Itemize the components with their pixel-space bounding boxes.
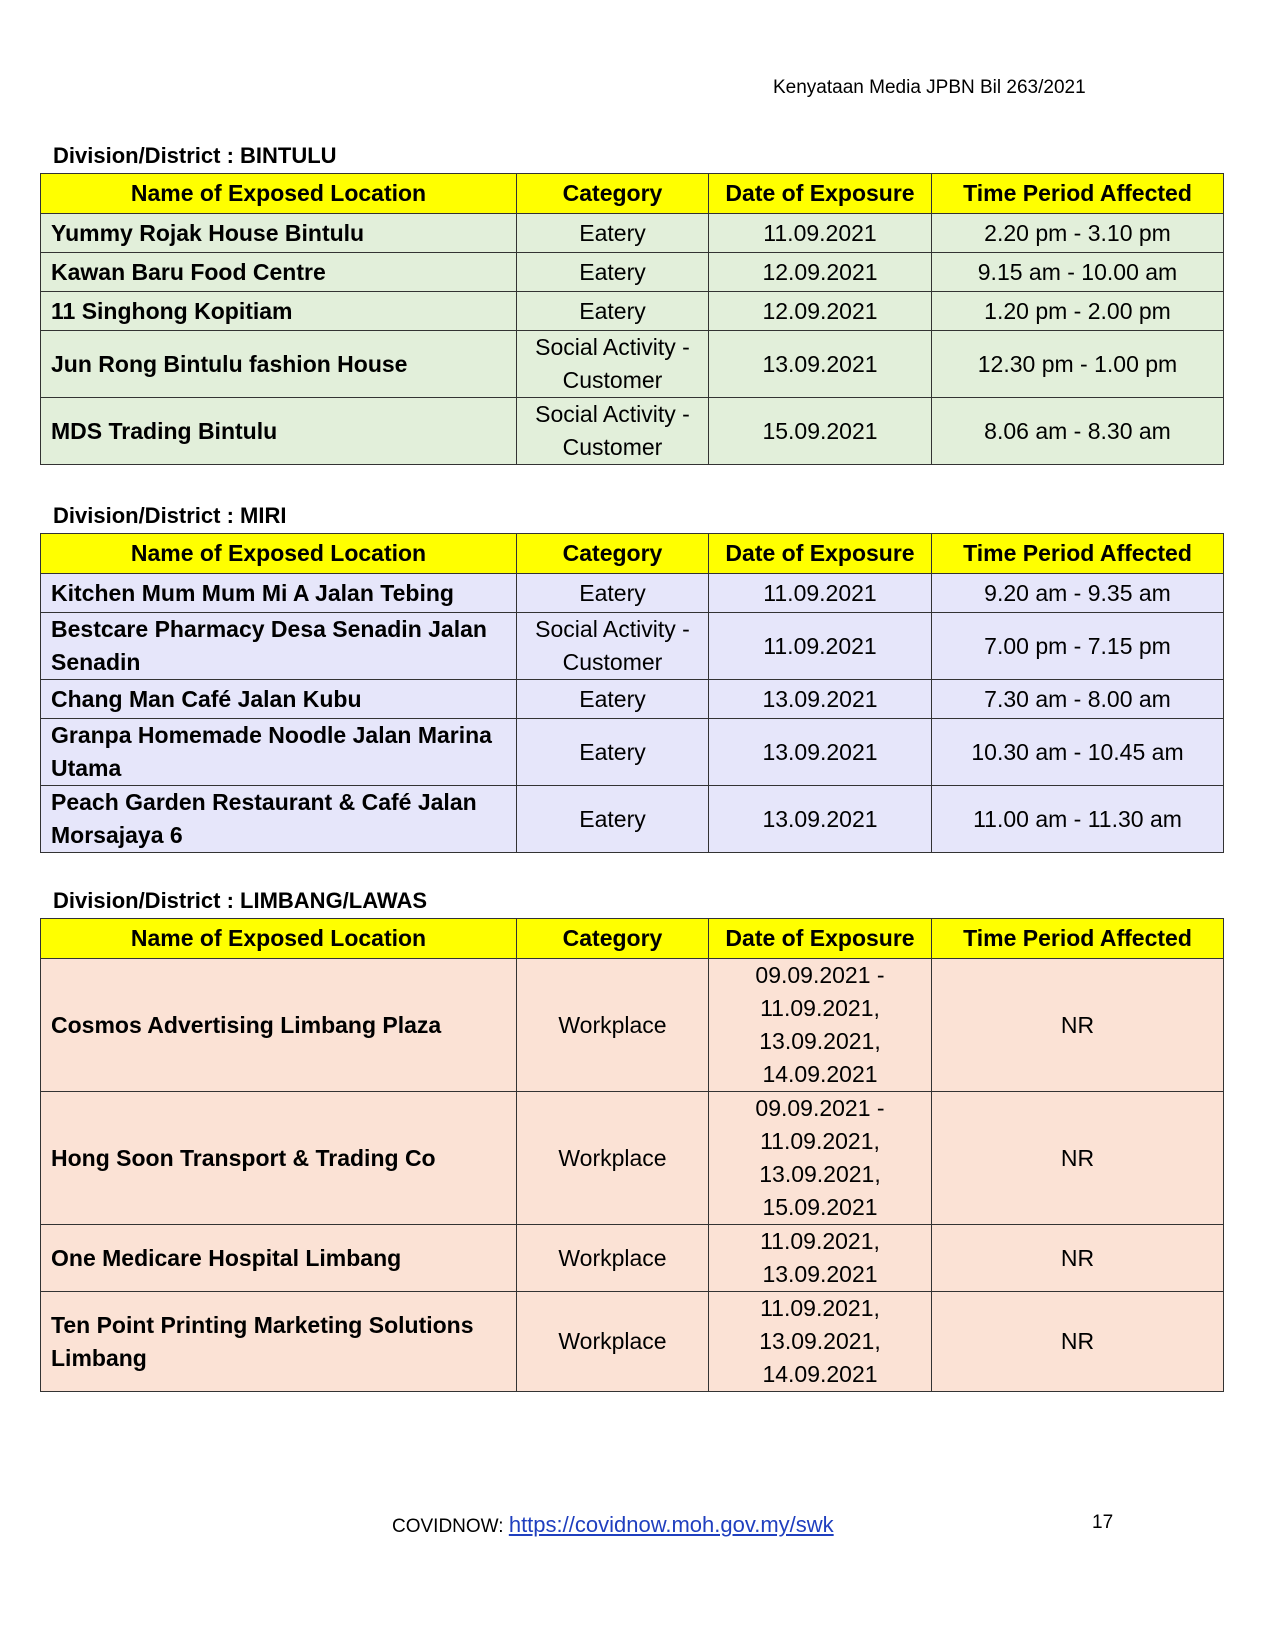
col-header-date: Date of Exposure	[709, 919, 932, 959]
table-row	[41, 253, 1224, 292]
col-header-location: Name of Exposed Location	[41, 919, 517, 959]
col-header-category: Category	[517, 174, 709, 214]
time-period: 1.20 pm - 2.00 pm	[932, 292, 1224, 331]
exposure-date: 13.09.2021	[709, 680, 932, 719]
time-period: NR	[932, 1292, 1224, 1392]
table-row	[41, 786, 1224, 853]
category: Social Activity - Customer	[517, 613, 709, 680]
category: Eatery	[517, 574, 709, 613]
exposure-table-bintulu	[40, 173, 1224, 465]
category: Eatery	[517, 253, 709, 292]
category: Eatery	[517, 680, 709, 719]
table-row	[41, 1292, 1224, 1392]
col-header-category: Category	[517, 919, 709, 959]
col-header-category: Category	[517, 534, 709, 574]
location-name: Bestcare Pharmacy Desa Senadin Jalan Senadin	[41, 613, 517, 680]
category: Workplace	[517, 1092, 709, 1225]
exposure-date: 11.09.2021	[709, 613, 932, 680]
table-row	[41, 398, 1224, 465]
exposure-date: 13.09.2021	[709, 719, 932, 786]
location-name: Ten Point Printing Marketing Solutions Limbang	[41, 1292, 517, 1392]
time-period: 8.06 am - 8.30 am	[932, 398, 1224, 465]
location-name: Kitchen Mum Mum Mi A Jalan Tebing	[41, 574, 517, 613]
exposure-date: 09.09.2021 - 11.09.2021, 13.09.2021, 15.09.2021	[709, 1092, 932, 1225]
section-label-miri: Division/District : MIRI	[53, 503, 287, 528]
category: Eatery	[517, 214, 709, 253]
table-row	[41, 1225, 1224, 1292]
exposure-table-miri	[40, 533, 1224, 853]
category: Workplace	[517, 1292, 709, 1392]
time-period: NR	[932, 1092, 1224, 1225]
footer	[392, 1512, 834, 1538]
exposure-date: 15.09.2021	[709, 398, 932, 465]
location-name: One Medicare Hospital Limbang	[41, 1225, 517, 1292]
footer-label: COVIDNOW:	[392, 1516, 509, 1537]
time-period: 7.00 pm - 7.15 pm	[932, 613, 1224, 680]
location-name: Kawan Baru Food Centre	[41, 253, 517, 292]
category: Social Activity - Customer	[517, 398, 709, 465]
document-reference: Kenyataan Media JPBN Bil 263/2021	[773, 77, 1086, 98]
table-row	[41, 719, 1224, 786]
col-header-date: Date of Exposure	[709, 174, 932, 214]
table-row	[41, 331, 1224, 398]
col-header-time: Time Period Affected	[932, 174, 1224, 214]
table-row	[41, 959, 1224, 1092]
col-header-location: Name of Exposed Location	[41, 534, 517, 574]
time-period: 7.30 am - 8.00 am	[932, 680, 1224, 719]
page-number: 17	[1092, 1512, 1114, 1533]
exposure-date: 09.09.2021 - 11.09.2021, 13.09.2021, 14.09.2021	[709, 959, 932, 1092]
exposure-date: 11.09.2021, 13.09.2021	[709, 1225, 932, 1292]
section-label-bintulu: Division/District : BINTULU	[53, 143, 337, 168]
time-period: 9.15 am - 10.00 am	[932, 253, 1224, 292]
location-name: 11 Singhong Kopitiam	[41, 292, 517, 331]
col-header-time: Time Period Affected	[932, 919, 1224, 959]
time-period: 9.20 am - 9.35 am	[932, 574, 1224, 613]
table-row	[41, 292, 1224, 331]
location-name: Jun Rong Bintulu fashion House	[41, 331, 517, 398]
time-period: 2.20 pm - 3.10 pm	[932, 214, 1224, 253]
col-header-location: Name of Exposed Location	[41, 174, 517, 214]
location-name: Hong Soon Transport & Trading Co	[41, 1092, 517, 1225]
time-period: 12.30 pm - 1.00 pm	[932, 331, 1224, 398]
time-period: NR	[932, 1225, 1224, 1292]
category: Eatery	[517, 786, 709, 853]
exposure-date: 12.09.2021	[709, 253, 932, 292]
location-name: MDS Trading Bintulu	[41, 398, 517, 465]
time-period: 11.00 am - 11.30 am	[932, 786, 1224, 853]
table-row	[41, 680, 1224, 719]
covidnow-link[interactable]: https://covidnow.moh.gov.my/swk	[508, 1512, 834, 1537]
table-row	[41, 214, 1224, 253]
col-header-time: Time Period Affected	[932, 534, 1224, 574]
category: Workplace	[517, 959, 709, 1092]
location-name: Peach Garden Restaurant & Café Jalan Morsajaya 6	[41, 786, 517, 853]
table-row	[41, 1092, 1224, 1225]
category: Eatery	[517, 719, 709, 786]
location-name: Yummy Rojak House Bintulu	[41, 214, 517, 253]
exposure-date: 11.09.2021	[709, 214, 932, 253]
exposure-date: 12.09.2021	[709, 292, 932, 331]
exposure-date: 11.09.2021	[709, 574, 932, 613]
section-label-limbang-lawas: Division/District : LIMBANG/LAWAS	[53, 888, 428, 913]
category: Workplace	[517, 1225, 709, 1292]
exposure-date: 11.09.2021, 13.09.2021, 14.09.2021	[709, 1292, 932, 1392]
category: Eatery	[517, 292, 709, 331]
exposure-table-limbang-lawas	[40, 918, 1224, 1392]
location-name: Cosmos Advertising Limbang Plaza	[41, 959, 517, 1092]
category: Social Activity - Customer	[517, 331, 709, 398]
time-period: 10.30 am - 10.45 am	[932, 719, 1224, 786]
table-row	[41, 613, 1224, 680]
location-name: Chang Man Café Jalan Kubu	[41, 680, 517, 719]
location-name: Granpa Homemade Noodle Jalan Marina Utama	[41, 719, 517, 786]
exposure-date: 13.09.2021	[709, 331, 932, 398]
table-row	[41, 574, 1224, 613]
time-period: NR	[932, 959, 1224, 1092]
col-header-date: Date of Exposure	[709, 534, 932, 574]
exposure-date: 13.09.2021	[709, 786, 932, 853]
